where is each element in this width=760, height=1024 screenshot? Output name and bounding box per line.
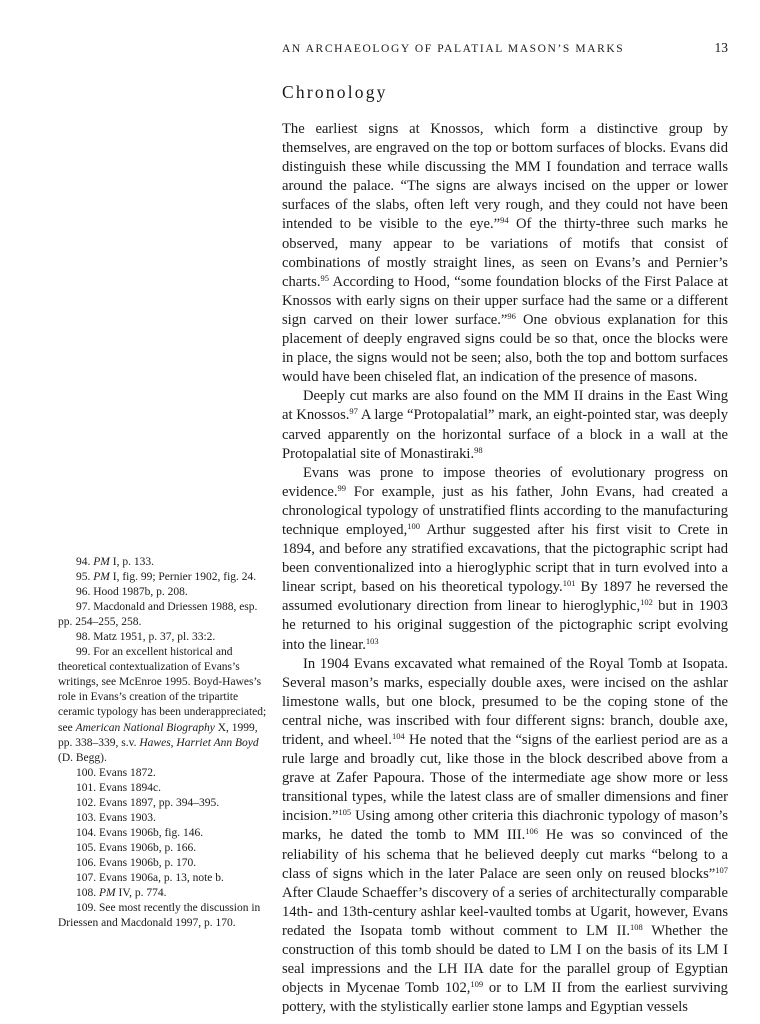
text-run: Deeply cut marks are also found on the MM II drains in the East Wing at Knossos. [282, 388, 728, 424]
section-heading: Chronology [282, 82, 388, 102]
footnote-ref: 97 [349, 406, 358, 417]
footnote-106 [58, 856, 270, 871]
footnote-ref: 105 [338, 807, 352, 818]
text-run: He noted that the “signs of the earliest period are as a rule large and broadly cut, like those in the block described above from a grave at Zafer Papoura. Those of the intermediate age show more or less transitional types, while the latest class are of smaller dimensions and finer incision.” [282, 732, 728, 825]
running-head-title: AN ARCHAEOLOGY OF PALATIAL MASON’S MARKS [282, 43, 625, 55]
footnote-number: 106. [76, 856, 99, 869]
footnote-text: Evans 1906b, fig. 146. [99, 826, 204, 839]
footnote-104 [58, 826, 270, 841]
footnote-96 [58, 585, 270, 600]
page-number: 13 [714, 40, 728, 55]
footnote-text: Matz 1951, p. 37, pl. 33:2. [93, 631, 216, 644]
text-run: Arthur suggested after his first visit to Crete in 1894, and before any stratified excavations, that the pictographic script had been conventionalized into a hieroglyphic script that in turn evolved into a linear script, based on his theoretical typology. [282, 521, 728, 596]
footnote-ref: 107 [715, 864, 728, 875]
footnote-ref: 96 [507, 310, 516, 321]
footnote-98 [58, 630, 270, 645]
footnote-text: Evans 1906b, p. 170. [99, 856, 197, 869]
footnote-109 [58, 901, 270, 931]
text-run: Of the thirty-three such marks he observed, many appear to be variations of motifs that consist of combinations of mostly straight lines, as seen on Evans’s and Pernier’s charts. [282, 216, 728, 290]
footnote-number: 105. [76, 841, 99, 854]
footnote-100 [58, 766, 270, 781]
footnote-text: For an excellent historical and theoretical contextualization of Evans’s writings, see McEnroe 1995. Boyd-Hawes’s role in Evans’s creation of the tripartite ceramic typology has been underappreciated; see [58, 646, 267, 734]
footnote-text: Evans 1906a, p. 13, note b. [99, 871, 224, 884]
footnote-italic: PM [99, 887, 116, 900]
footnote-ref: 98 [474, 444, 483, 455]
footnote-number: 102. [76, 796, 99, 809]
footnote-ref: 108 [630, 921, 643, 932]
text-run: He was so convinced of the reliability of his schema that he believed deeply cut marks “belong to a class of signs which in the later Palace are seen only on reused blocks” [282, 827, 728, 882]
footnote-text: I, p. 133. [109, 556, 154, 568]
footnote-number: 96. [76, 586, 94, 599]
footnote-99 [58, 645, 270, 765]
footnote-number: 109. [76, 902, 99, 915]
footnote-94 [58, 555, 270, 570]
footnote-text: Evans 1897, pp. 394–395. [99, 796, 220, 809]
footnote-text: Hood 1987b, p. 208. [93, 586, 188, 599]
footnote-number: 107. [76, 871, 99, 884]
footnote-text: Macdonald and Driessen 1988, esp. pp. 254–255, 258. [58, 601, 258, 629]
footnote-number: 104. [76, 826, 99, 839]
text-run: Whether the construction of this tomb should be dated to LM I on the basis of its LM I seal impressions and the LH IIA date for the parallel group of Egyptian objects in Mycenae Tomb 102, [282, 922, 729, 997]
text-run: but in 1903 he returned to his original suggestion of the pictographic script evolving into the linear. [282, 598, 728, 653]
running-head [282, 40, 728, 57]
footnote-number: 95. [76, 571, 94, 584]
footnote-number: 101. [76, 781, 99, 794]
footnote-101 [58, 781, 270, 796]
text-run: In 1904 Evans excavated what remained of the Royal Tomb at Isopata. Several mason’s marks, especially double axes, were incised on the ashlar limestone walls, but one block, presumed to be the coping stone of the central niche, was inscribed with four different signs: branch, double axe, trident, and wheel. [282, 655, 728, 748]
text-run: One obvious explanation for this placement of deeply engraved signs could be so that, once the blocks were in place, the signs would not be seen; also, both the top and bottom surfaces would have been chiseled flat, an indication of the presence of masons. [282, 311, 728, 386]
footnote-italic: American National Biography [75, 721, 215, 734]
footnote-number: 99. [76, 646, 94, 659]
footnote-text: X, 1999, pp. 338–339, s.v. [58, 721, 258, 749]
text-run: By 1897 he reversed the assumed evolutionary direction from linear to hieroglyphic, [282, 579, 728, 615]
footnote-number: 100. [76, 766, 99, 779]
footnote-number: 97. [76, 601, 94, 614]
footnote-ref: 100 [407, 520, 420, 531]
footnote-97 [58, 600, 270, 630]
footnote-103 [58, 811, 270, 826]
footnote-number: 108. [76, 887, 99, 900]
footnote-107 [58, 871, 270, 886]
paragraph [282, 464, 728, 655]
footnotes [58, 555, 270, 931]
footnote-108 [58, 886, 270, 901]
footnote-italic: PM [93, 556, 110, 568]
text-run: Evans was prone to impose theories of evolutionary progress on evidence. [282, 464, 728, 500]
footnote-ref: 94 [500, 215, 509, 226]
footnote-text: See most recently the discussion in Driessen and Macdonald 1997, p. 170. [58, 902, 261, 930]
text-run: The earliest signs at Knossos, which form a distinctive group by themselves, are engraved on the top or bottom surfaces of blocks. Evans did distinguish these while discussing the MM I foundation and terrace walls around the palace. “The signs are always incised on the upper or lower surfaces of the slabs, often left very rough, and they could not have been intended to be visible to the eye.” [282, 121, 728, 233]
footnote-text: Evans 1872. [99, 766, 156, 779]
footnote-105 [58, 841, 270, 856]
footnote-ref: 106 [525, 826, 539, 837]
footnote-ref: 95 [320, 272, 329, 283]
footnote-text: Evans 1906b, p. 166. [99, 841, 197, 854]
footnote-ref: 109 [470, 979, 484, 990]
footnote-text: Evans 1894c. [99, 781, 161, 794]
footnote-ref: 102 [640, 597, 653, 608]
footnote-number: 94. [76, 556, 94, 568]
footnote-95 [58, 570, 270, 585]
footnote-ref: 99 [337, 482, 347, 493]
footnote-number: 98. [76, 631, 94, 644]
paragraph [282, 387, 728, 463]
paragraph [282, 655, 728, 1018]
text-run: or to LM II from the earliest surviving pottery, with the stylistically earlier stone lamps and Egyptian vessels [282, 980, 728, 1016]
footnote-text: Evans 1903. [99, 811, 156, 824]
paragraph [282, 120, 728, 387]
text-run: According to Hood, “some foundation blocks of the First Palace at Knossos with early signs on their upper surface had the same or a different sign carved on their lower surface.” [282, 273, 728, 328]
footnote-text: (D. Begg). [58, 751, 107, 764]
text-run: For example, just as his father, John Evans, had created a chronological typology of unstratified flints according to the manufacturing technique employed, [282, 483, 728, 538]
footnote-ref: 101 [562, 578, 576, 589]
footnote-italic: Hawes, Harriet Ann Boyd [139, 736, 259, 749]
text-run: A large “Protopalatial” mark, an eight-pointed star, was deeply carved apparently on the horizontal surface of a block in a wall at the Protopalatial site of Monastiraki. [282, 407, 728, 462]
footnote-number: 103. [76, 811, 99, 824]
footnote-text: I, fig. 99; Pernier 1902, fig. 24. [109, 571, 257, 584]
text-run: After Claude Schaeffer’s discovery of a series of architecturally comparable 14th- and 13th-century ashlar keel-vaulted tombs at Ugarit, however, Evans redated the Isopata tomb without comment to LM II. [282, 884, 728, 939]
footnote-italic: PM [93, 571, 110, 584]
body-text [282, 120, 728, 1017]
text-run: Using among other criteria this diachronic typology of mason’s marks, he dated the tomb to MM III. [282, 808, 728, 844]
footnote-text: IV, p. 774. [115, 887, 167, 900]
footnote-ref: 103 [365, 635, 379, 646]
footnote-ref: 104 [391, 731, 405, 741]
footnote-102 [58, 796, 270, 811]
